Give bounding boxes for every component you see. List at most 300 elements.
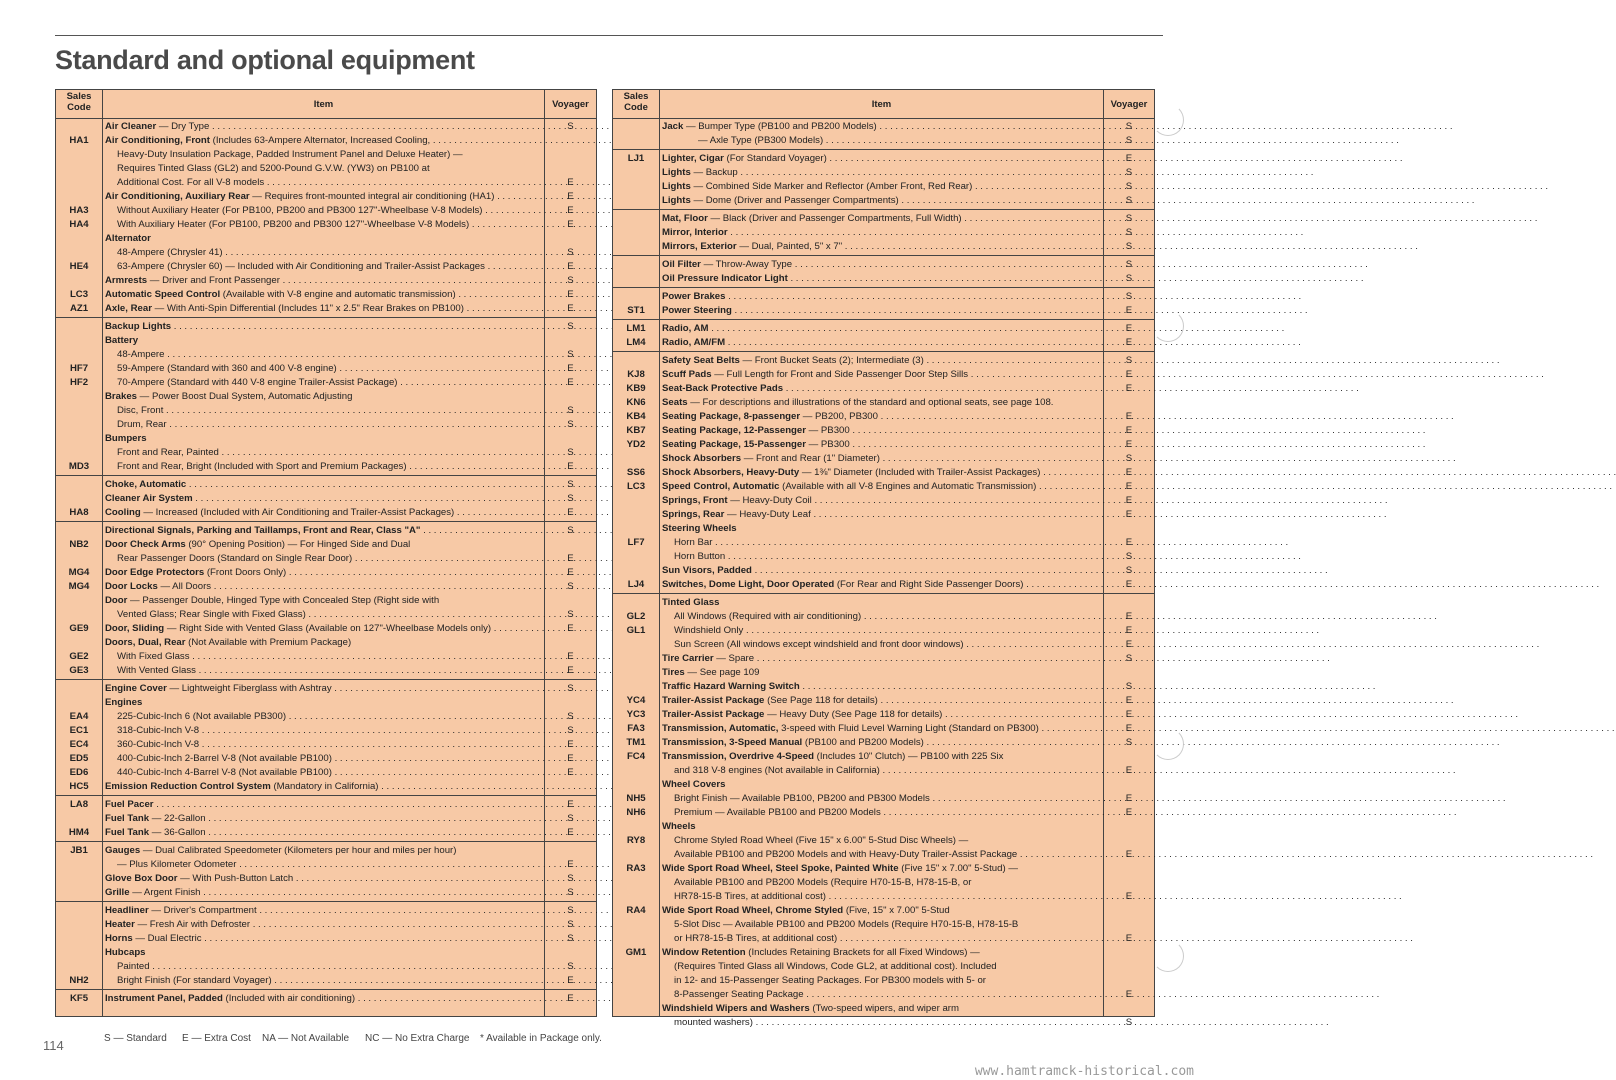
table-row (613, 304, 1154, 318)
voyager-availability: E (567, 261, 574, 272)
item-name: Cleaner Air System (105, 493, 193, 504)
item-text (662, 722, 1096, 736)
voyager-availability: S (567, 479, 574, 490)
voyager-availability: S (567, 247, 574, 258)
item-description: — Axle Type (PB300 Models) (698, 135, 824, 146)
table-row (56, 738, 596, 752)
table-row (56, 204, 596, 218)
item-name: Switches, Dome Light, Door Operated (662, 579, 835, 590)
table-row (613, 848, 1154, 862)
voyager-availability: E (1125, 305, 1133, 316)
sales-code: NH5 (626, 793, 646, 804)
item-text (662, 1002, 1096, 1016)
item-description: (Includes 63-Ampere Alternator, Increased Cooling, (209, 135, 431, 146)
table-row (56, 524, 596, 538)
item-name: Seating Package, 12-Passenger (662, 425, 806, 436)
voyager-availability: E (567, 507, 574, 518)
item-text (674, 806, 1096, 820)
item-text (662, 166, 1096, 180)
item-text (117, 650, 538, 664)
table-row (613, 778, 1154, 792)
item-text (662, 694, 1096, 708)
item-text (674, 792, 1096, 806)
watermark: www.hamtramck-historical.com (974, 1064, 1194, 1079)
item-text (674, 834, 1096, 848)
item-description: Horn Button (674, 551, 726, 562)
item-name: Heater (105, 919, 135, 930)
sales-code: ED6 (69, 767, 89, 778)
item-name: Fuel Tank (105, 827, 150, 838)
item-name: Windshield Wipers and Washers (662, 1003, 810, 1014)
table-row (56, 710, 596, 724)
item-text (674, 550, 1096, 564)
legend-package-only: * Available in Package only. (480, 1033, 602, 1044)
item-description: 48-Ampere (117, 349, 165, 360)
item-text (105, 904, 538, 918)
table-row (613, 876, 1154, 890)
table-row (613, 722, 1154, 736)
sales-code: FC4 (626, 751, 646, 762)
table-row (56, 552, 596, 566)
table-row (613, 988, 1154, 1002)
voyager-availability: E (1125, 439, 1133, 450)
table-row (56, 460, 596, 474)
table-row (613, 694, 1154, 708)
table-row (56, 872, 596, 886)
item-description: Additional Cost. For all V-8 models (117, 177, 265, 188)
voyager-availability: S (1125, 453, 1133, 464)
table-row (56, 650, 596, 664)
item-description: or HR78-15-B Tires, at additional cost) (674, 933, 838, 944)
header-code: Code (624, 102, 648, 113)
voyager-availability: E (1125, 695, 1133, 706)
table-row (613, 508, 1154, 522)
item-description: (Front Doors Only) (204, 567, 287, 578)
item-text (105, 932, 538, 946)
item-text (105, 506, 538, 520)
item-name: Power Brakes (662, 291, 726, 302)
item-text (662, 904, 1096, 918)
table-row (56, 334, 596, 348)
item-description: — Black (Driver and Passenger Compartments, Full Width) (707, 213, 962, 224)
item-text (105, 190, 538, 204)
item-description: — Dual Electric (132, 933, 202, 944)
voyager-availability: S (567, 683, 574, 694)
table-row (56, 302, 596, 316)
voyager-availability: E (1125, 323, 1133, 334)
item-description: 318-Cubic-Inch V-8 (117, 725, 200, 736)
item-description: With Fixed Glass (117, 651, 190, 662)
voyager-availability: E (1125, 383, 1133, 394)
sales-code: RA4 (626, 905, 646, 916)
table-row (56, 780, 596, 794)
table-row (56, 858, 596, 872)
group-divider (613, 351, 1154, 352)
table-row (56, 766, 596, 780)
item-name: Backup Lights (105, 321, 172, 332)
item-text (117, 608, 538, 622)
item-text (662, 212, 1096, 226)
item-name: Armrests (105, 275, 148, 286)
voyager-availability: S (1125, 121, 1133, 132)
item-description: Heavy-Duty Insulation Package, Padded Instrument Panel and Deluxe Heater) — (117, 149, 463, 160)
item-text (662, 564, 1096, 578)
item-description: Available PB100 and PB200 Models (Require H70-15-B, H78-15-B, or (674, 877, 972, 888)
item-text (117, 710, 538, 724)
voyager-availability: S (1125, 213, 1133, 224)
item-text (105, 622, 538, 636)
sales-code: MD3 (68, 461, 90, 472)
item-text (105, 946, 538, 960)
sales-code: GL1 (626, 625, 646, 636)
table-row (613, 764, 1154, 778)
item-description: mounted washers) (674, 1017, 753, 1028)
item-name: Glove Box Door (105, 873, 178, 884)
sales-code: EC4 (69, 739, 89, 750)
table-row (613, 258, 1154, 272)
table-row (613, 750, 1154, 764)
item-text (117, 766, 538, 780)
item-name: Shock Absorbers (662, 453, 742, 464)
voyager-availability: S (567, 349, 574, 360)
group-divider (613, 287, 1154, 288)
item-description: — Full Length for Front and Side Passenger Door Step Sills (711, 369, 969, 380)
item-text (117, 204, 538, 218)
item-name: Tire Carrier (662, 653, 714, 664)
voyager-availability: S (1125, 355, 1133, 366)
sales-code: LC3 (626, 481, 646, 492)
item-name: Emission Reduction Control System (105, 781, 271, 792)
table-row (56, 608, 596, 622)
table-row (56, 320, 596, 334)
item-description: (For Standard Voyager) (723, 153, 827, 164)
table-row (613, 194, 1154, 208)
item-text (105, 872, 538, 886)
voyager-availability: E (567, 623, 574, 634)
item-description: — Dual, Painted, 5" x 7" (736, 241, 843, 252)
table-row (613, 946, 1154, 960)
voyager-availability: S (1125, 1017, 1133, 1028)
item-description: (See Page 118 for details) (764, 695, 878, 706)
voyager-availability: E (567, 799, 574, 810)
item-description: All Windows (Required with air conditioning) (674, 611, 862, 622)
voyager-availability: E (1125, 467, 1133, 478)
voyager-availability: S (1125, 135, 1133, 146)
voyager-availability: E (1125, 337, 1133, 348)
table-row (56, 798, 596, 812)
sales-code: LC3 (69, 289, 89, 300)
item-name: Oil Pressure Indicator Light (662, 273, 788, 284)
voyager-availability: E (1125, 709, 1133, 720)
sales-code: GL2 (626, 611, 646, 622)
voyager-availability: E (1125, 989, 1133, 1000)
item-name: Horns (105, 933, 133, 944)
voyager-availability: S (1125, 227, 1133, 238)
sales-code: YC4 (626, 695, 646, 706)
table-row (613, 974, 1154, 988)
table-row (613, 466, 1154, 480)
item-name: Door (105, 595, 128, 606)
item-name: Lights (662, 181, 691, 192)
voyager-availability: E (567, 363, 574, 374)
item-description: Rear Passenger Doors (Standard on Single Rear Door) (117, 553, 353, 564)
item-description: — PB200, PB300 (800, 411, 878, 422)
voyager-availability: E (1125, 765, 1133, 776)
header-voyager: Voyager (552, 99, 589, 110)
item-description: Painted (117, 961, 150, 972)
sales-code: NH2 (69, 975, 89, 986)
item-text (117, 724, 538, 738)
item-text (662, 438, 1096, 452)
item-description: — 1⅜" Diameter (Included with Trailer-Assist Packages) (799, 467, 1041, 478)
item-text (662, 396, 1096, 410)
voyager-availability: E (1125, 793, 1133, 804)
table-row (613, 410, 1154, 424)
item-text (105, 334, 538, 348)
voyager-availability: S (567, 933, 574, 944)
sales-code: FA3 (627, 723, 645, 734)
table-row (56, 682, 596, 696)
group-divider (613, 149, 1154, 150)
item-text (105, 780, 538, 794)
table-row (56, 960, 596, 974)
item-name: Seats (662, 397, 688, 408)
item-text (662, 382, 1096, 396)
item-description: Requires Tinted Glass (GL2) and 5200-Pound G.V.W. (YW3) on PB100 at (117, 163, 430, 174)
item-name: Hubcaps (105, 947, 146, 958)
item-description: With Vented Glass (117, 665, 196, 676)
item-name: Tinted Glass (662, 597, 720, 608)
item-name: Springs, Rear (662, 509, 725, 520)
voyager-availability: S (567, 961, 574, 972)
table-row (613, 806, 1154, 820)
item-text (105, 826, 538, 840)
item-text (117, 148, 538, 162)
voyager-availability: E (567, 975, 574, 986)
sales-code: KN6 (626, 397, 646, 408)
header-sales: Sales (623, 91, 649, 102)
table-row (613, 272, 1154, 286)
item-text (674, 536, 1096, 550)
sales-code: YD2 (626, 439, 646, 450)
table-row (613, 1002, 1154, 1016)
item-name: Directional Signals, Parking and Taillamps, Front and Rear, Class "A" (105, 525, 421, 536)
table-row (56, 274, 596, 288)
table-row (613, 550, 1154, 564)
item-description: (Requires Tinted Glass all Windows, Code GL2, at additional cost). Included (674, 961, 997, 972)
item-description: and 318 V-8 engines (Not available in California) (674, 765, 880, 776)
voyager-availability: E (1125, 537, 1133, 548)
item-description: (Available with V-8 engine and automatic transmission) (220, 289, 456, 300)
item-text (662, 652, 1096, 666)
sales-code: KB7 (626, 425, 646, 436)
item-text (674, 960, 1096, 974)
table-header (613, 90, 1154, 119)
item-text (117, 162, 538, 176)
voyager-availability: E (567, 553, 574, 564)
item-name: Fuel Pacer (105, 799, 154, 810)
voyager-availability: E (567, 377, 574, 388)
item-description: (PB100 and PB200 Models) (802, 737, 924, 748)
voyager-availability: E (567, 461, 574, 472)
item-description: — Driver's Compartment (148, 905, 257, 916)
item-text (117, 348, 538, 362)
item-name: Door Check Arms (105, 539, 186, 550)
item-description: (For Rear and Right Side Passenger Doors) (834, 579, 1024, 590)
voyager-availability: S (1125, 273, 1133, 284)
item-text (105, 302, 538, 316)
item-text (105, 812, 538, 826)
item-text (117, 376, 538, 390)
voyager-availability: E (1125, 369, 1133, 380)
item-description: Windshield Only (674, 625, 744, 636)
item-text (674, 638, 1096, 652)
header-sales: Sales (66, 91, 92, 102)
group-divider (613, 209, 1154, 210)
item-name: Engine Cover (105, 683, 167, 694)
voyager-availability: S (567, 525, 574, 536)
sales-code: SS6 (626, 467, 646, 478)
voyager-availability: S (567, 919, 574, 930)
item-text (662, 354, 1096, 368)
item-name: Tires (662, 667, 685, 678)
sales-code: MG4 (68, 581, 90, 592)
item-text (674, 848, 1096, 862)
item-text (105, 636, 538, 650)
item-text (662, 290, 1096, 304)
item-description: — Requires front-mounted integral air conditioning (HA1) (249, 191, 495, 202)
item-name: Door Locks (105, 581, 158, 592)
table-row (56, 260, 596, 274)
voyager-availability: S (567, 581, 574, 592)
item-name: Alternator (105, 233, 151, 244)
item-description: — 22-Gallon (149, 813, 206, 824)
table-row (56, 506, 596, 520)
voyager-availability: S (567, 813, 574, 824)
table-row (613, 652, 1154, 666)
legend-no-extra-charge: NC — No Extra Charge (365, 1033, 470, 1044)
table-row (613, 820, 1154, 834)
item-description: Sun Screen (All windows except windshield and front door windows) (674, 639, 964, 650)
item-text (117, 974, 538, 988)
item-text (117, 176, 538, 190)
item-text (117, 858, 538, 872)
item-text (105, 594, 538, 608)
table-row (613, 904, 1154, 918)
voyager-availability: S (1125, 181, 1133, 192)
item-name: Fuel Tank (105, 813, 150, 824)
table-row (613, 152, 1154, 166)
table-row (613, 736, 1154, 750)
table-row (613, 960, 1154, 974)
item-name: Safety Seat Belts (662, 355, 740, 366)
sales-code: ED5 (69, 753, 89, 764)
item-name: Wide Sport Road Wheel, Steel Spoke, Painted White (662, 863, 899, 874)
voyager-availability: S (567, 609, 574, 620)
item-description: — Combined Side Marker and Reflector (Amber Front, Red Rear) (690, 181, 973, 192)
table-row (613, 680, 1154, 694)
item-name: Cooling (105, 507, 141, 518)
table-row (56, 176, 596, 190)
item-text (117, 446, 538, 460)
item-text (662, 494, 1096, 508)
item-text (662, 750, 1096, 764)
item-name: Door, Sliding (105, 623, 165, 634)
voyager-availability: S (567, 725, 574, 736)
top-rule (55, 35, 1163, 36)
group-divider (613, 255, 1154, 256)
voyager-availability: E (567, 767, 574, 778)
item-description: (Includes 10" Clutch) — PB100 with 225 Six (813, 751, 1004, 762)
sales-code: LF7 (627, 537, 645, 548)
item-description: (Five 15" x 7.00" 5-Stud) — (898, 863, 1018, 874)
item-description: — 36-Gallon (149, 827, 206, 838)
table-row (56, 288, 596, 302)
item-text (117, 404, 538, 418)
sales-code: LM4 (626, 337, 646, 348)
item-name: Automatic Speed Control (105, 289, 221, 300)
sales-code: LA8 (69, 799, 89, 810)
sales-code: KB9 (626, 383, 646, 394)
item-name: Brakes (105, 391, 138, 402)
binder-ring (1152, 310, 1184, 342)
voyager-availability: E (1125, 411, 1133, 422)
sales-code: NB2 (69, 539, 89, 550)
table-row (56, 974, 596, 988)
item-description: — Power Boost Dual System, Automatic Adjusting (137, 391, 353, 402)
table-row (56, 404, 596, 418)
item-description: — All Doors (157, 581, 212, 592)
table-row (613, 890, 1154, 904)
table-row (56, 886, 596, 900)
table-row (613, 834, 1154, 848)
item-description: — Driver and Front Passenger (147, 275, 280, 286)
table-row (613, 424, 1154, 438)
table-row (56, 148, 596, 162)
item-description: — Plus Kilometer Odometer (117, 859, 237, 870)
table-row (56, 418, 596, 432)
item-text (674, 610, 1096, 624)
voyager-availability: E (567, 303, 574, 314)
voyager-availability: E (1125, 723, 1133, 734)
item-text (117, 218, 538, 232)
voyager-availability: E (1125, 579, 1133, 590)
item-name: Radio, AM (662, 323, 709, 334)
voyager-availability: E (1125, 509, 1133, 520)
page-title: Standard and optional equipment (55, 45, 475, 75)
table-row (56, 636, 596, 650)
item-text (105, 390, 538, 404)
voyager-availability: S (1125, 241, 1133, 252)
voyager-availability: S (567, 121, 574, 132)
item-description: — Right Side with Vented Glass (Available on 127"-Wheelbase Models only) (164, 623, 492, 634)
item-text (662, 680, 1096, 694)
table-row (613, 480, 1154, 494)
item-description: Available PB100 and PB200 Models and with Heavy-Duty Trailer-Assist Package (674, 849, 1018, 860)
item-description: — With Push-Button Latch (177, 873, 294, 884)
item-text (105, 696, 538, 710)
table-row (613, 918, 1154, 932)
item-description: — Dry Type (156, 121, 210, 132)
item-text (674, 932, 1096, 946)
table-row (613, 708, 1154, 722)
voyager-availability: E (1125, 611, 1133, 622)
legend-standard: S — Standard (104, 1033, 167, 1044)
sales-code: KB4 (626, 411, 646, 422)
item-name: Air Conditioning, Front (105, 135, 210, 146)
sales-code: NH6 (626, 807, 646, 818)
table-row (613, 792, 1154, 806)
